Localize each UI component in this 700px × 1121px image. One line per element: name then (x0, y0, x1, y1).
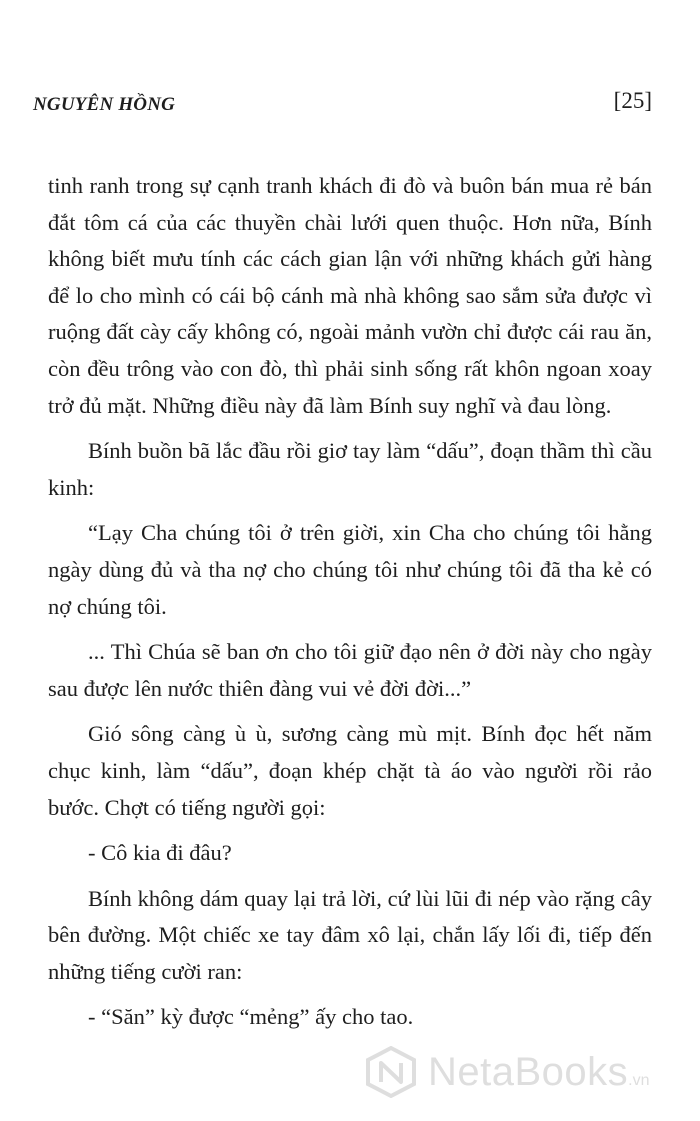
author-name: NGUYÊN HỒNG (33, 94, 176, 115)
paragraph: ... Thì Chúa sẽ ban ơn cho tôi giữ đạo nên ở đời này cho ngày sau được lên nước thiên đàng vui vẻ đời đời...” (48, 639, 652, 701)
running-header (33, 88, 652, 118)
body-text (48, 168, 652, 1045)
watermark-suffix: .vn (628, 1072, 650, 1089)
paragraph: - “Săn” kỳ được “mẻng” ấy cho tao. (88, 1004, 414, 1030)
netabooks-logo-icon (364, 1046, 418, 1098)
page-number: [25] (613, 88, 652, 113)
paragraph: Bính không dám quay lại trả lời, cứ lùi lũi đi nép vào rặng cây bên đường. Một chiếc xe tay đâm xô lại, chắn lấy lối đi, tiếp đến những tiếng cười ran: (48, 885, 652, 984)
watermark-text (428, 1050, 650, 1095)
paragraph: Gió sông càng ù ù, sương càng mù mịt. Bính đọc hết năm chục kinh, làm “dấu”, đoạn khép chặt tà áo vào người rồi rảo bước. Chợt có tiếng người gọi: (48, 721, 652, 820)
paragraph: tinh ranh trong sự cạnh tranh khách đi đò và buôn bán mua rẻ bán đắt tôm cá của các thuyền chài lưới quen thuộc. Hơn nữa, Bính không biết mưu tính các cách gian lận với những khách gửi hàng để lo cho mình có cái bộ cánh mà nhà không sao sắm sửa được vì ruộng đất cày cấy không có, ngoài mảnh vườn chỉ được cái rau ăn, còn đều trông vào con đò, thì phải sinh sống rất khôn ngoan xoay trở đủ mặt. Những điều này đã làm Bính suy nghĩ và đau lòng. (48, 173, 652, 418)
watermark (364, 1046, 684, 1098)
watermark-brand: NetaBooks (428, 1050, 629, 1094)
paragraph: Bính buồn bã lắc đầu rồi giơ tay làm “dấu”, đoạn thầm thì cầu kinh: (48, 438, 652, 500)
paragraph: - Cô kia đi đâu? (88, 840, 232, 866)
paragraph: “Lạy Cha chúng tôi ở trên giời, xin Cha cho chúng tôi hằng ngày dùng đủ và tha nợ cho chúng tôi như chúng tôi đã tha kẻ có nợ chúng tôi. (48, 520, 652, 619)
